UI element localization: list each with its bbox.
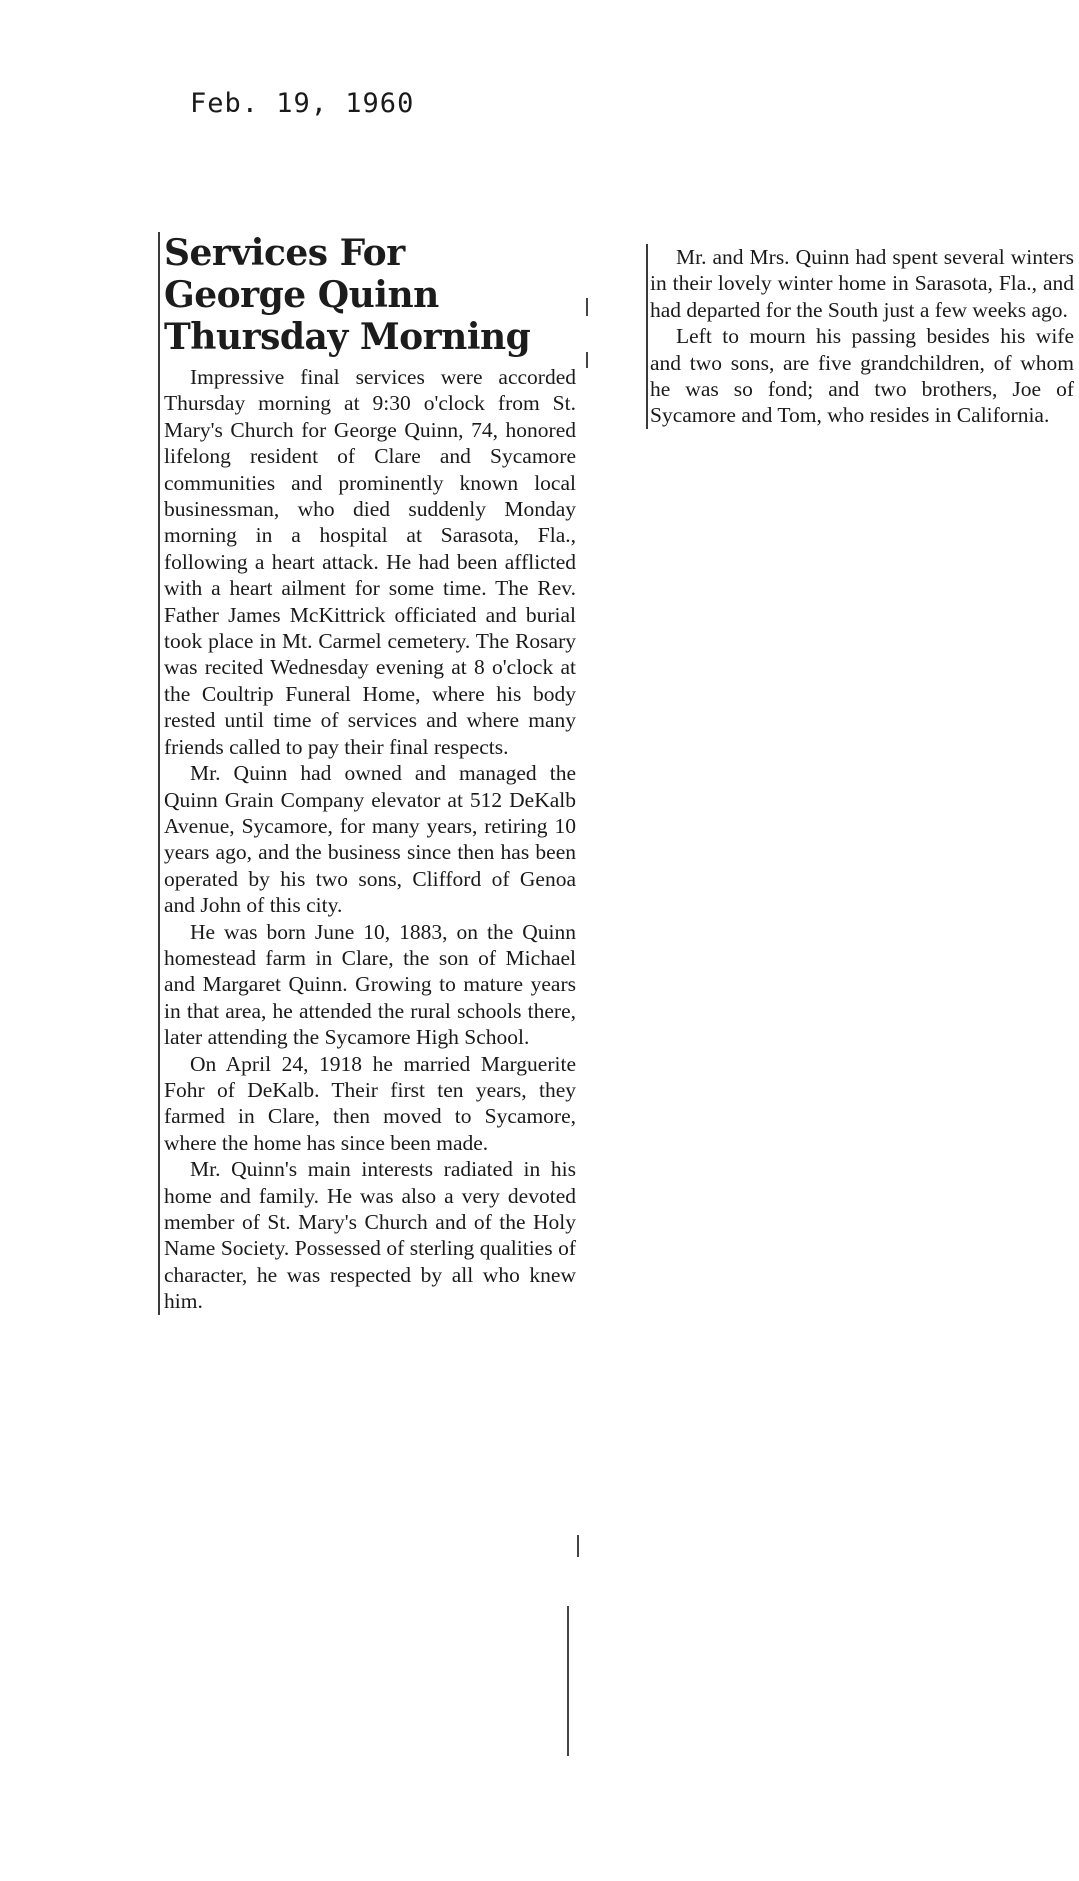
paragraph-interests: Mr. Quinn's main interests radiated in his home and family. He was also a very devoted member of St. Mary's Church and of the Holy Name Society. Possessed of sterling qualities of character, he was respected by all who knew him.: [164, 1157, 576, 1314]
column-rule-fragment: [577, 1535, 579, 1557]
paragraph-birth: He was born June 10, 1883, on the Quinn homestead farm in Clare, the son of Michael and Margaret Quinn. Growing to mature years in that area, he attended the rural schools there, later attending the Sycamore High School.: [164, 919, 576, 1050]
column-rule-fragment: [586, 298, 588, 316]
paragraph-survivors: Left to mourn his passing besides his wife and two sons, are five grandchildren, of whom he was so fond; and two brothers, Joe of Sycamore and Tom, who resides in California.: [650, 324, 1074, 428]
paragraph-services: Impressive final services were accorded Thursday morning at 9:30 o'clock from St. Mary's Church for George Quinn, 74, honored lifelong resident of Clare and Sycamore communities and prominently known local businessman, who died suddenly Monday morning in a hospital at Sarasota, Fla., following a heart attack. He had been afflicted with a heart ailment for some time. The Rev. Father James McKittrick officiated and burial took place in Mt. Carmel cemetery. The Rosary was recited Wednesday evening at 8 o'clock at the Coultrip Funeral Home, where his body rested until time of services and where many friends called to pay their final respects.: [164, 365, 576, 759]
column-rule-fragment: [567, 1606, 569, 1756]
paragraph-marriage: On April 24, 1918 he married Marguerite Fohr of DeKalb. Their first ten years, they farmed in Clare, then moved to Sycamore, where the home has since been made.: [164, 1051, 576, 1155]
paragraph-winter-home: Mr. and Mrs. Quinn had spent several winters in their lovely winter home in Sarasota, Fla., and had departed for the South just a few weeks ago.: [650, 245, 1074, 322]
headline-line-1: Services For: [164, 232, 405, 274]
column-rule-fragment: [586, 352, 588, 368]
paragraph-business: Mr. Quinn had owned and managed the Quinn Grain Company elevator at 512 DeKalb Avenue, Sycamore, for many years, retiring 10 years ago, and the business since then has been operated by his two sons, Clifford of Genoa and John of this city.: [164, 761, 576, 918]
article-headline: [164, 232, 576, 358]
article-left-column: [158, 232, 576, 1315]
headline-line-3: Thursday Morning: [164, 316, 531, 358]
headline-line-2: George Quinn: [164, 274, 439, 316]
clipping-date: Feb. 19, 1960: [190, 88, 415, 119]
article-right-column: [646, 244, 1074, 429]
